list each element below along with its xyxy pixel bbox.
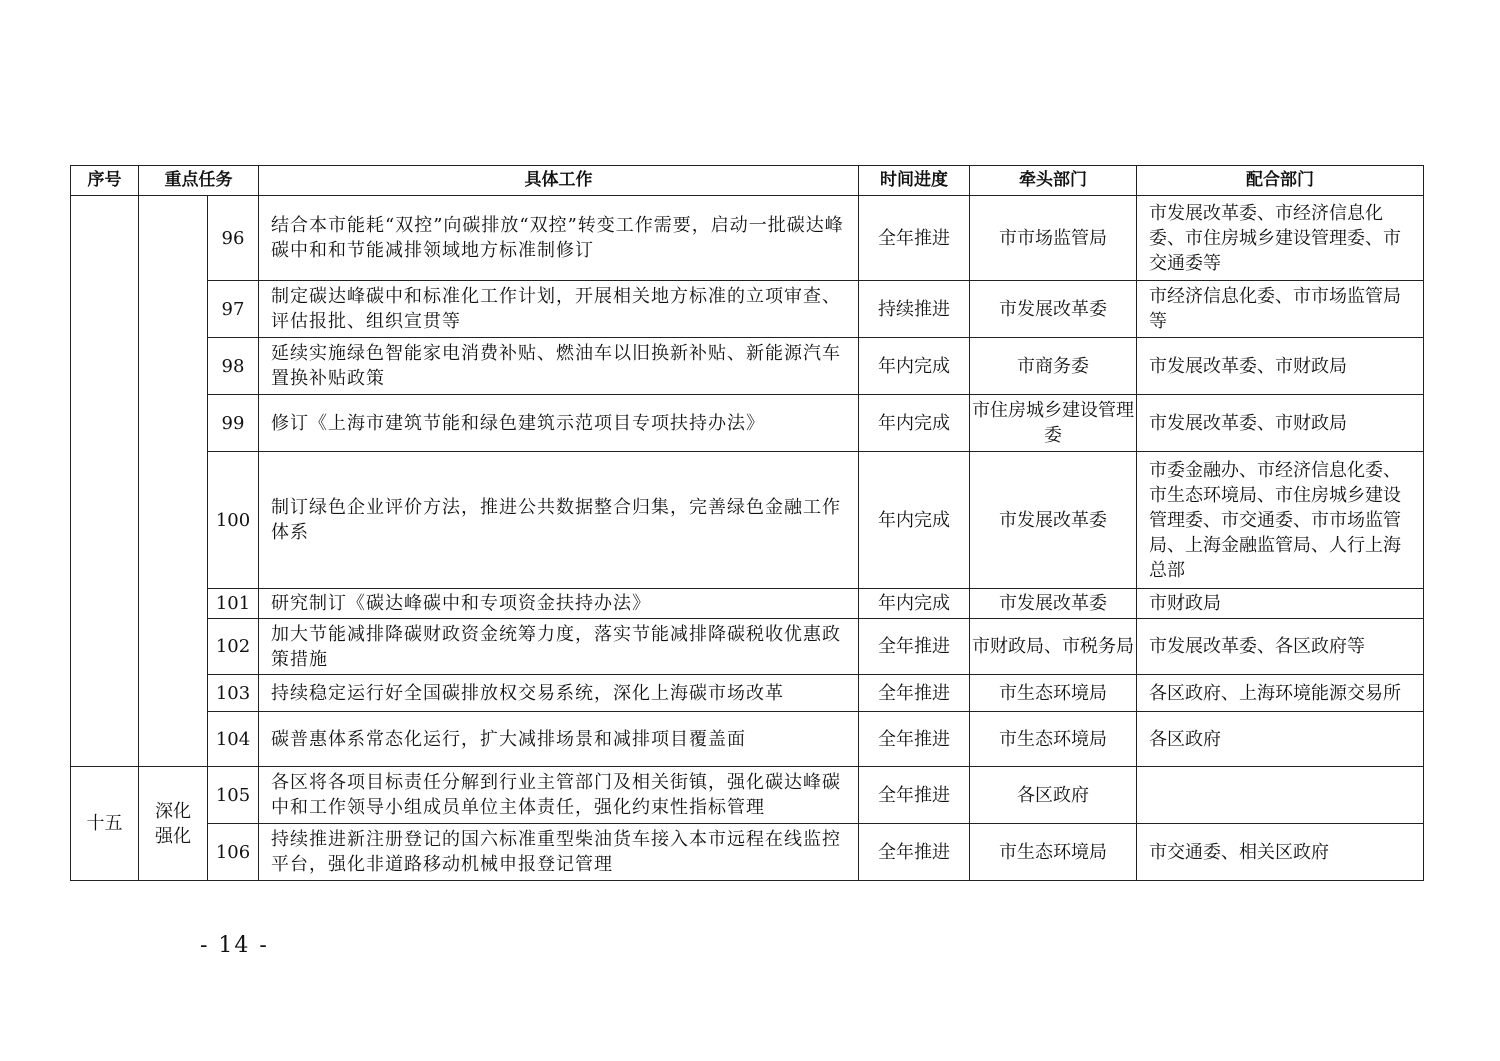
row-work: 研究制订《碳达峰碳中和专项资金扶持办法》 <box>259 589 859 619</box>
row-coop <box>1137 767 1424 824</box>
row-work: 修订《上海市建筑节能和绿色建筑示范项目专项扶持办法》 <box>259 395 859 452</box>
row-number: 97 <box>208 281 259 338</box>
task-table <box>70 165 1424 881</box>
row-number: 103 <box>208 675 259 712</box>
row-lead: 市商务委 <box>970 338 1137 395</box>
row-lead: 市生态环境局 <box>970 712 1137 767</box>
table-row <box>71 767 1424 824</box>
table-row <box>71 395 1424 452</box>
table-row <box>71 281 1424 338</box>
header-seq: 序号 <box>71 166 139 196</box>
row-time: 年内完成 <box>859 338 970 395</box>
row-time: 全年推进 <box>859 619 970 675</box>
row-time: 年内完成 <box>859 395 970 452</box>
row-lead: 市发展改革委 <box>970 281 1137 338</box>
row-lead: 市住房城乡建设管理委 <box>970 395 1137 452</box>
row-number: 99 <box>208 395 259 452</box>
row-number: 106 <box>208 824 259 881</box>
row-lead: 各区政府 <box>970 767 1137 824</box>
group-seq: 十五 <box>71 767 139 881</box>
row-number: 104 <box>208 712 259 767</box>
row-work: 制订绿色企业评价方法，推进公共数据整合归集，完善绿色金融工作体系 <box>259 452 859 589</box>
row-number: 96 <box>208 196 259 281</box>
row-coop: 市发展改革委、市经济信息化委、市住房城乡建设管理委、市交通委等 <box>1137 196 1424 281</box>
row-work: 持续推进新注册登记的国六标准重型柴油货车接入本市远程在线监控平台，强化非道路移动机械申报登记管理 <box>259 824 859 881</box>
row-work: 加大节能减排降碳财政资金统筹力度，落实节能减排降碳税收优惠政策措施 <box>259 619 859 675</box>
row-lead: 市市场监管局 <box>970 196 1137 281</box>
row-number: 101 <box>208 589 259 619</box>
row-coop: 市财政局 <box>1137 589 1424 619</box>
table-row <box>71 452 1424 589</box>
row-lead: 市生态环境局 <box>970 675 1137 712</box>
row-coop: 各区政府 <box>1137 712 1424 767</box>
row-time: 全年推进 <box>859 767 970 824</box>
header-task: 重点任务 <box>139 166 259 196</box>
row-coop: 市发展改革委、市财政局 <box>1137 338 1424 395</box>
row-coop: 市发展改革委、各区政府等 <box>1137 619 1424 675</box>
row-coop: 市发展改革委、市财政局 <box>1137 395 1424 452</box>
row-lead: 市财政局、市税务局 <box>970 619 1137 675</box>
table-row <box>71 619 1424 675</box>
row-time: 年内完成 <box>859 452 970 589</box>
row-coop: 各区政府、上海环境能源交易所 <box>1137 675 1424 712</box>
row-work: 各区将各项目标责任分解到行业主管部门及相关街镇，强化碳达峰碳中和工作领导小组成员单位主体责任，强化约束性指标管理 <box>259 767 859 824</box>
table-row <box>71 675 1424 712</box>
row-lead: 市发展改革委 <box>970 452 1137 589</box>
row-lead: 市生态环境局 <box>970 824 1137 881</box>
table-row <box>71 589 1424 619</box>
row-work: 延续实施绿色智能家电消费补贴、燃油车以旧换新补贴、新能源汽车置换补贴政策 <box>259 338 859 395</box>
page-number: - 14 - <box>200 933 269 958</box>
header-coop: 配合部门 <box>1137 166 1424 196</box>
task-cell-empty <box>139 196 208 767</box>
row-work: 制定碳达峰碳中和标准化工作计划，开展相关地方标准的立项审查、评估报批、组织宣贯等 <box>259 281 859 338</box>
header-work: 具体工作 <box>259 166 859 196</box>
row-time: 全年推进 <box>859 675 970 712</box>
row-coop: 市经济信息化委、市市场监管局等 <box>1137 281 1424 338</box>
row-time: 全年推进 <box>859 824 970 881</box>
table-row <box>71 338 1424 395</box>
row-time: 年内完成 <box>859 589 970 619</box>
seq-cell-empty <box>71 196 139 767</box>
header-time: 时间进度 <box>859 166 970 196</box>
table-row <box>71 824 1424 881</box>
row-number: 105 <box>208 767 259 824</box>
table-row <box>71 196 1424 281</box>
header-lead: 牵头部门 <box>970 166 1137 196</box>
group-task: 深化强化 <box>139 767 208 881</box>
row-work: 结合本市能耗“双控”向碳排放“双控”转变工作需要，启动一批碳达峰碳中和和节能减排领域地方标准制修订 <box>259 196 859 281</box>
table-header-row <box>71 166 1424 196</box>
row-number: 102 <box>208 619 259 675</box>
row-work: 持续稳定运行好全国碳排放权交易系统，深化上海碳市场改革 <box>259 675 859 712</box>
row-coop: 市交通委、相关区政府 <box>1137 824 1424 881</box>
row-time: 全年推进 <box>859 196 970 281</box>
row-work: 碳普惠体系常态化运行，扩大减排场景和减排项目覆盖面 <box>259 712 859 767</box>
row-time: 持续推进 <box>859 281 970 338</box>
row-number: 100 <box>208 452 259 589</box>
row-time: 全年推进 <box>859 712 970 767</box>
table-row <box>71 712 1424 767</box>
row-lead: 市发展改革委 <box>970 589 1137 619</box>
row-coop: 市委金融办、市经济信息化委、市生态环境局、市住房城乡建设管理委、市交通委、市市场监管局、上海金融监管局、人行上海总部 <box>1137 452 1424 589</box>
row-number: 98 <box>208 338 259 395</box>
